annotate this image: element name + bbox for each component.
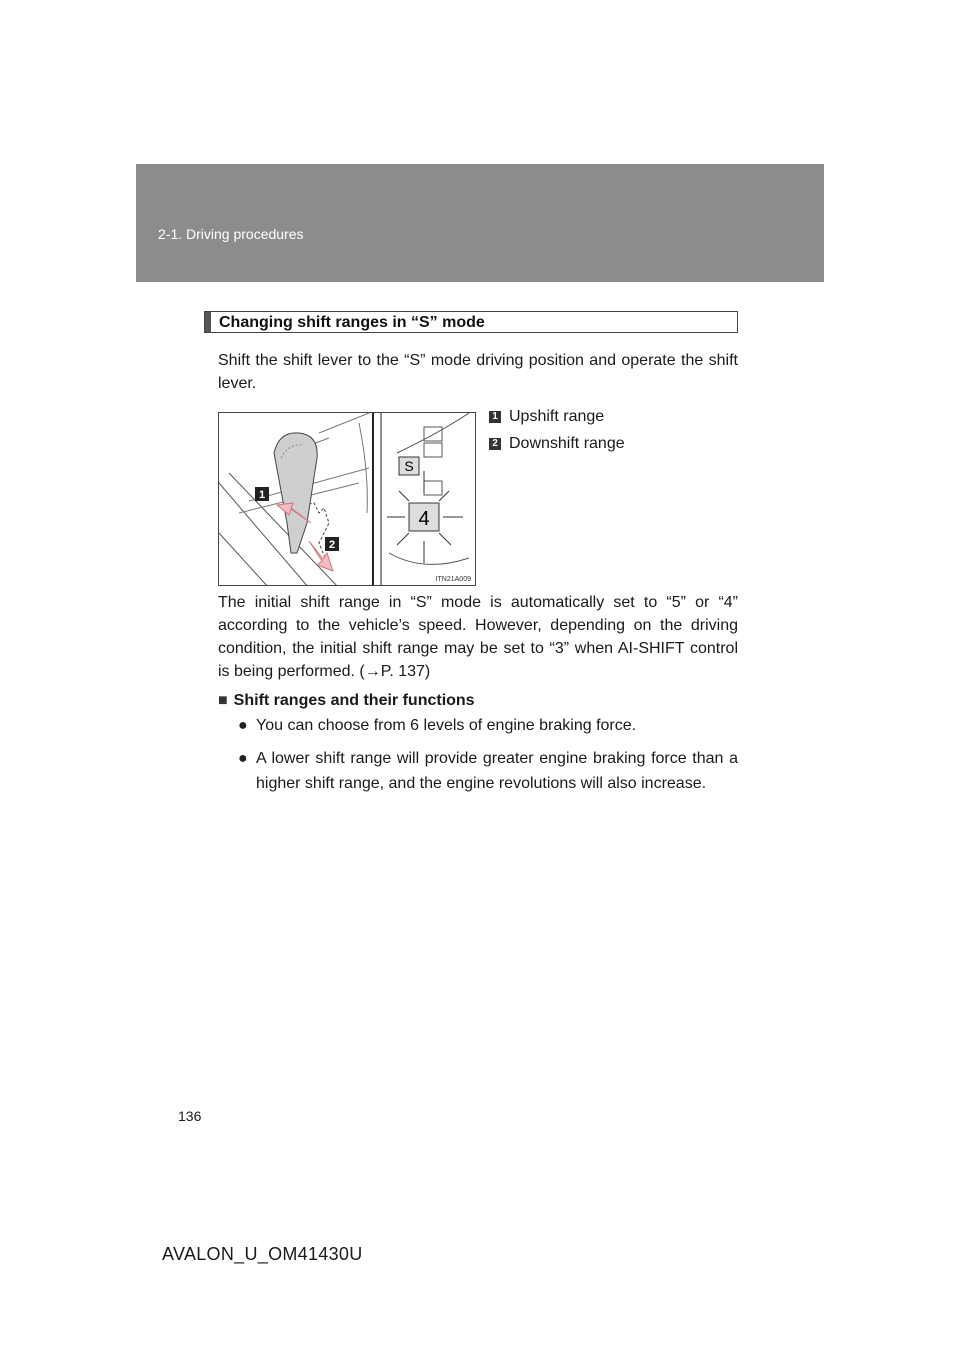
bullet-dot: ●: [238, 717, 248, 734]
callout-1: 1: [258, 489, 266, 501]
bullet-item: [238, 713, 738, 738]
intro-paragraph: Shift the shift lever to the “S” mode driving position and operate the shift lever.: [218, 352, 738, 392]
legend-item-downshift: [489, 435, 625, 453]
indicator-digit: 4: [418, 508, 430, 530]
legend-label: Downshift range: [509, 435, 625, 452]
section-title: 2-1. Driving procedures: [158, 226, 304, 242]
subsection-heading: [218, 692, 475, 710]
figure-code: ITN21A009: [435, 576, 471, 583]
indicator-s: S: [404, 458, 414, 474]
square-marker: ■: [218, 692, 228, 709]
bullet-text: You can choose from 6 levels of engine braking force.: [256, 717, 637, 734]
callout-2: 2: [328, 539, 336, 551]
shift-lever-illustration: [219, 413, 476, 586]
shift-lever-figure: [218, 412, 476, 586]
heading-bar: [205, 312, 211, 332]
subsection-title: Shift ranges and their functions: [233, 692, 475, 709]
legend-label: Upshift range: [509, 408, 605, 425]
bullet-text: A lower shift range will provide greater engine braking force than a higher shift range, and the engine revolutions will also increase.: [256, 750, 738, 792]
legend-number: 1: [489, 411, 501, 423]
bullet-dot: ●: [238, 750, 248, 767]
heading-title: Changing shift ranges in “S” mode: [219, 314, 485, 331]
bullet-item: [238, 746, 738, 796]
body-paragraph: The initial shift range in “S” mode is automatically set to “5” or “4” according to the vehicle’s speed. However, depending on the driving condition, the initial shift range may be set to “3” when AI-SHIFT control is being performed. (→P. 137): [218, 594, 738, 680]
legend-number: 2: [489, 438, 501, 450]
footer-code: AVALON_U_OM41430U: [162, 1244, 363, 1264]
page-number: 136: [178, 1108, 202, 1124]
legend-item-upshift: [489, 408, 604, 426]
section-heading: [204, 311, 738, 333]
header-band: [136, 164, 824, 282]
